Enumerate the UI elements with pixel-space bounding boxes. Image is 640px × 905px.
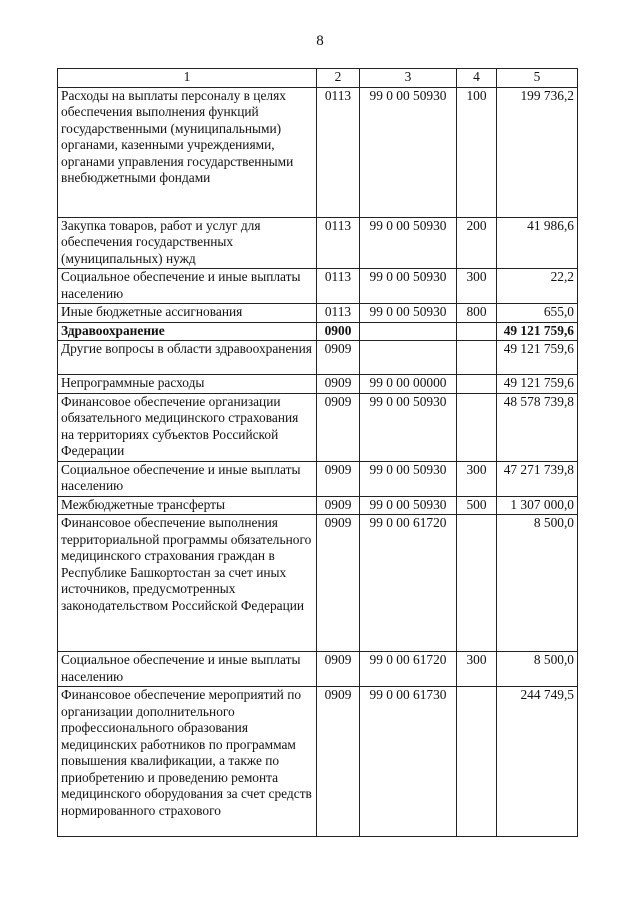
row-section-cell: 0909 — [317, 496, 360, 515]
row-type-cell: 200 — [457, 217, 497, 269]
row-amount-cell: 1 307 000,0 — [497, 496, 578, 515]
row-section-cell: 0113 — [317, 87, 360, 217]
table-row — [58, 304, 578, 323]
row-amount-cell: 48 578 739,8 — [497, 393, 578, 461]
row-name-cell: Межбюджетные трансферты — [58, 496, 317, 515]
row-amount-cell: 22,2 — [497, 269, 578, 304]
row-target-cell: 99 0 00 50930 — [360, 496, 457, 515]
row-amount-cell: 47 271 739,8 — [497, 461, 578, 496]
table-row — [58, 341, 578, 375]
row-amount-cell: 49 121 759,6 — [497, 341, 578, 375]
row-type-cell: 300 — [457, 652, 497, 687]
row-type-cell: 800 — [457, 304, 497, 323]
table-row — [58, 269, 578, 304]
row-name-cell: Финансовое обеспечение выполнения территориальной программы обязательного медицинского страхования граждан в Республике Башкортостан за счет иных источников, предусмотренных законодательством Российской Федерации — [58, 515, 317, 652]
row-type-cell: 500 — [457, 496, 497, 515]
row-section-cell: 0909 — [317, 393, 360, 461]
row-section-cell: 0113 — [317, 304, 360, 323]
header-col-3: 3 — [360, 69, 457, 88]
row-name-cell: Социальное обеспечение и иные выплаты населению — [58, 269, 317, 304]
row-name-cell: Другие вопросы в области здравоохранения — [58, 341, 317, 375]
row-section-cell: 0909 — [317, 515, 360, 652]
budget-table — [57, 68, 578, 837]
table-row — [58, 322, 578, 341]
row-name-cell: Закупка товаров, работ и услуг для обеспечения государственных (муниципальных) нужд — [58, 217, 317, 269]
row-amount-cell: 49 121 759,6 — [497, 322, 578, 341]
row-name-cell: Непрограммные расходы — [58, 375, 317, 394]
row-target-cell: 99 0 00 00000 — [360, 375, 457, 394]
row-name-cell: Расходы на выплаты персоналу в целях обеспечения выполнения функций государственными (муниципальными) органами, казенными учреждениями, органами управления государственными внебюджетными фондами — [58, 87, 317, 217]
row-amount-cell: 41 986,6 — [497, 217, 578, 269]
row-target-cell: 99 0 00 61720 — [360, 515, 457, 652]
row-type-cell: 100 — [457, 87, 497, 217]
row-type-cell — [457, 375, 497, 394]
row-target-cell: 99 0 00 61720 — [360, 652, 457, 687]
row-amount-cell: 8 500,0 — [497, 652, 578, 687]
table-row — [58, 393, 578, 461]
row-section-cell: 0909 — [317, 687, 360, 837]
row-target-cell — [360, 341, 457, 375]
row-amount-cell: 199 736,2 — [497, 87, 578, 217]
row-target-cell: 99 0 00 50930 — [360, 304, 457, 323]
row-target-cell: 99 0 00 50930 — [360, 393, 457, 461]
row-type-cell — [457, 341, 497, 375]
row-section-cell: 0909 — [317, 461, 360, 496]
row-target-cell: 99 0 00 50930 — [360, 461, 457, 496]
row-type-cell — [457, 687, 497, 837]
page-number: 8 — [316, 33, 324, 49]
row-amount-cell: 655,0 — [497, 304, 578, 323]
row-target-cell — [360, 322, 457, 341]
row-name-cell: Социальное обеспечение и иные выплаты населению — [58, 461, 317, 496]
row-section-cell: 0900 — [317, 322, 360, 341]
header-col-1: 1 — [58, 69, 317, 88]
header-col-5: 5 — [497, 69, 578, 88]
row-section-cell: 0113 — [317, 269, 360, 304]
row-amount-cell: 8 500,0 — [497, 515, 578, 652]
row-section-cell: 0909 — [317, 341, 360, 375]
table-row — [58, 461, 578, 496]
row-target-cell: 99 0 00 50930 — [360, 269, 457, 304]
table-header-row — [58, 69, 578, 88]
row-name-cell: Финансовое обеспечение организации обязательного медицинского страхования на территориях субъектов Российской Федерации — [58, 393, 317, 461]
table-row — [58, 87, 578, 217]
row-section-cell: 0909 — [317, 375, 360, 394]
row-name-cell: Иные бюджетные ассигнования — [58, 304, 317, 323]
row-amount-cell: 244 749,5 — [497, 687, 578, 837]
table-row — [58, 652, 578, 687]
header-col-4: 4 — [457, 69, 497, 88]
row-amount-cell: 49 121 759,6 — [497, 375, 578, 394]
row-type-cell — [457, 393, 497, 461]
table-row — [58, 375, 578, 394]
table-row — [58, 217, 578, 269]
row-type-cell: 300 — [457, 461, 497, 496]
row-target-cell: 99 0 00 61730 — [360, 687, 457, 837]
row-section-cell: 0909 — [317, 652, 360, 687]
row-type-cell — [457, 515, 497, 652]
header-col-2: 2 — [317, 69, 360, 88]
row-name-cell: Финансовое обеспечение мероприятий по организации дополнительного профессионального образования медицинских работников по программам повышения квалификации, а также по приобретению и проведению ремонта медицинского оборудования за счет средств нормированного страхового — [58, 687, 317, 837]
table-row — [58, 687, 578, 837]
table-row — [58, 515, 578, 652]
row-name-cell: Социальное обеспечение и иные выплаты населению — [58, 652, 317, 687]
row-section-cell: 0113 — [317, 217, 360, 269]
row-type-cell — [457, 322, 497, 341]
row-name-cell: Здравоохранение — [58, 322, 317, 341]
table-body — [58, 87, 578, 837]
row-target-cell: 99 0 00 50930 — [360, 87, 457, 217]
row-target-cell: 99 0 00 50930 — [360, 217, 457, 269]
row-type-cell: 300 — [457, 269, 497, 304]
table-row — [58, 496, 578, 515]
